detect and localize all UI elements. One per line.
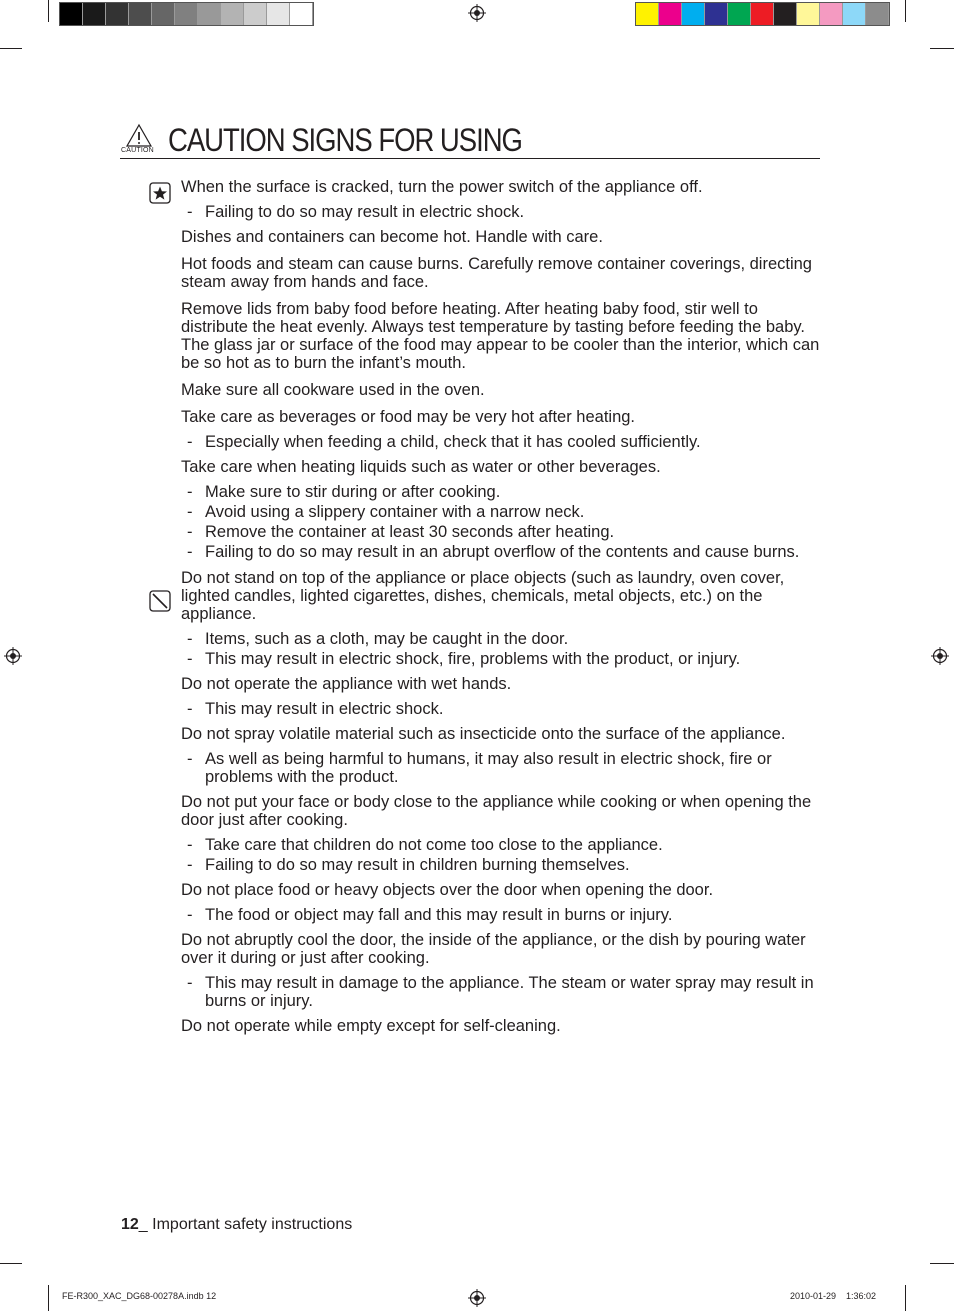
caution-item: Do not operate while empty except for self-cleaning.: [181, 1017, 561, 1035]
registration-mark-icon: [4, 647, 22, 665]
crop-mark: [905, 1285, 906, 1311]
color-swatch: [129, 3, 152, 25]
registration-mark-icon: [468, 4, 486, 22]
sub-item-text: The food or object may fall and this may result in burns or injury.: [205, 906, 673, 924]
color-swatch: [244, 3, 267, 25]
color-swatch: [290, 3, 313, 25]
caution-item: When the surface is cracked, turn the power switch of the appliance off.: [181, 178, 703, 196]
caution-sub-item: [181, 543, 821, 561]
sub-item-text: Take care that children do not come too close to the appliance.: [205, 836, 663, 854]
color-swatch: [221, 3, 244, 25]
caution-sub-item: [181, 700, 821, 718]
color-swatch: [682, 3, 705, 25]
date-slug: 2010-01-29 1:36:02: [790, 1291, 877, 1301]
registration-mark-icon: [468, 1289, 486, 1307]
color-swatch: [820, 3, 843, 25]
bullet-dash: -: [187, 203, 193, 221]
caution-item: Do not abruptly cool the door, the inside of the appliance, or the dish by pouring water over it during or just after cooking.: [181, 931, 806, 967]
caution-sub-item: [181, 856, 821, 874]
caution-sub-item: [181, 750, 821, 786]
bullet-dash: -: [187, 543, 193, 561]
bullet-dash: -: [187, 433, 193, 451]
sub-item-text: Avoid using a slippery container with a narrow neck.: [205, 503, 585, 521]
caution-item: Make sure all cookware used in the oven.: [181, 381, 485, 399]
sub-item-text: Failing to do so may result in children burning themselves.: [205, 856, 630, 874]
registration-mark-icon: [931, 647, 949, 665]
sub-item-text: Especially when feeding a child, check that it has cooled sufficiently.: [205, 433, 701, 451]
caution-item: Hot foods and steam can cause burns. Carefully remove container coverings, directing steam away from hands and face.: [181, 255, 812, 291]
caution-sub-item: [181, 523, 821, 541]
grayscale-swatch-bar: [59, 2, 314, 26]
sub-item-text: Make sure to stir during or after cooking.: [205, 483, 501, 501]
bullet-dash: -: [187, 523, 193, 541]
color-swatch: [198, 3, 221, 25]
color-swatch: [106, 3, 129, 25]
bullet-dash: -: [187, 906, 193, 924]
color-swatch: [175, 3, 198, 25]
bullet-dash: -: [187, 836, 193, 854]
color-swatch-bar: [635, 2, 890, 26]
section-header: [120, 122, 820, 159]
color-swatch: [60, 3, 83, 25]
caution-sub-item: [181, 906, 821, 924]
crop-mark: [48, 0, 49, 22]
color-swatch: [751, 3, 774, 25]
sub-item-text: This may result in electric shock, fire, problems with the product, or injury.: [205, 650, 741, 668]
color-swatch: [728, 3, 751, 25]
crop-mark: [905, 0, 906, 22]
caution-sub-item: [181, 650, 821, 668]
color-swatch: [797, 3, 820, 25]
caution-sub-item: [181, 503, 821, 521]
caution-sub-item: [181, 433, 821, 451]
color-swatch: [636, 3, 659, 25]
caution-item: Do not stand on top of the appliance or place objects (such as laundry, oven cover, lighted candles, lighted cigarettes, dishes, chemicals, metal objects, etc.) on the appliance.: [181, 569, 785, 623]
color-swatch: [267, 3, 290, 25]
sub-item-text: Items, such as a cloth, may be caught in the door.: [205, 630, 569, 648]
bullet-dash: -: [187, 483, 193, 501]
caution-sub-item: [181, 836, 821, 854]
page-footer: [121, 1216, 352, 1234]
page-title: CAUTION SIGNS FOR USING: [168, 122, 522, 158]
bullet-dash: -: [187, 974, 193, 992]
color-swatch: [705, 3, 728, 25]
caution-item: Remove lids from baby food before heating. After heating baby food, stir well to distribute the heat evenly. Always test temperature by tasting before feeding the baby. The glass jar or surface of the food may appear to be cooler than the interior, which can be so hot as to burn the infant’s mouth.: [181, 300, 820, 372]
caution-label: CAUTION: [121, 147, 154, 154]
caution-item: Take care as beverages or food may be very hot after heating.: [181, 408, 636, 426]
caution-item: Do not place food or heavy objects over the door when opening the door.: [181, 881, 714, 899]
caution-item: Take care when heating liquids such as water or other beverages.: [181, 458, 661, 476]
caution-item: Do not operate the appliance with wet hands.: [181, 675, 512, 693]
caution-content: [181, 178, 821, 1044]
bullet-dash: -: [187, 503, 193, 521]
sub-item-text: This may result in damage to the appliance. The steam or water spray may result in burns or injury.: [205, 974, 814, 1010]
crop-mark: [930, 1263, 954, 1264]
prohibited-icon: [149, 590, 171, 612]
caution-item: Do not spray volatile material such as insecticide onto the surface of the appliance.: [181, 725, 786, 743]
caution-item: Do not put your face or body close to the appliance while cooking or when opening the door just after cooking.: [181, 793, 812, 829]
sub-item-text: This may result in electric shock.: [205, 700, 444, 718]
bullet-dash: -: [187, 630, 193, 648]
color-swatch: [843, 3, 866, 25]
color-swatch: [774, 3, 797, 25]
color-swatch: [83, 3, 106, 25]
crop-mark: [930, 48, 954, 49]
file-slug: FE-R300_XAC_DG68-00278A.indb 12: [62, 1291, 217, 1301]
sub-item-text: Failing to do so may result in electric shock.: [205, 203, 525, 221]
star-icon: [149, 182, 171, 204]
caution-sub-item: [181, 974, 821, 1010]
bullet-dash: -: [187, 650, 193, 668]
bullet-dash: -: [187, 856, 193, 874]
sub-item-text: As well as being harmful to humans, it may also result in electric shock, fire or problems with the product.: [205, 750, 772, 786]
caution-sub-item: [181, 483, 821, 501]
color-swatch: [866, 3, 889, 25]
bullet-dash: -: [187, 700, 193, 718]
caution-item: Dishes and containers can become hot. Handle with care.: [181, 228, 603, 246]
page-label: _ Important safety instructions: [138, 1216, 353, 1233]
crop-mark: [0, 48, 22, 49]
color-swatch: [659, 3, 682, 25]
page-number: 12: [121, 1216, 139, 1233]
caution-sub-item: [181, 203, 821, 221]
bullet-dash: -: [187, 750, 193, 768]
crop-mark: [48, 1285, 49, 1311]
sub-item-text: Failing to do so may result in an abrupt overflow of the contents and cause burns.: [205, 543, 800, 561]
color-swatch: [152, 3, 175, 25]
caution-sub-item: [181, 630, 821, 648]
crop-mark: [0, 1263, 22, 1264]
sub-item-text: Remove the container at least 30 seconds after heating.: [205, 523, 615, 541]
